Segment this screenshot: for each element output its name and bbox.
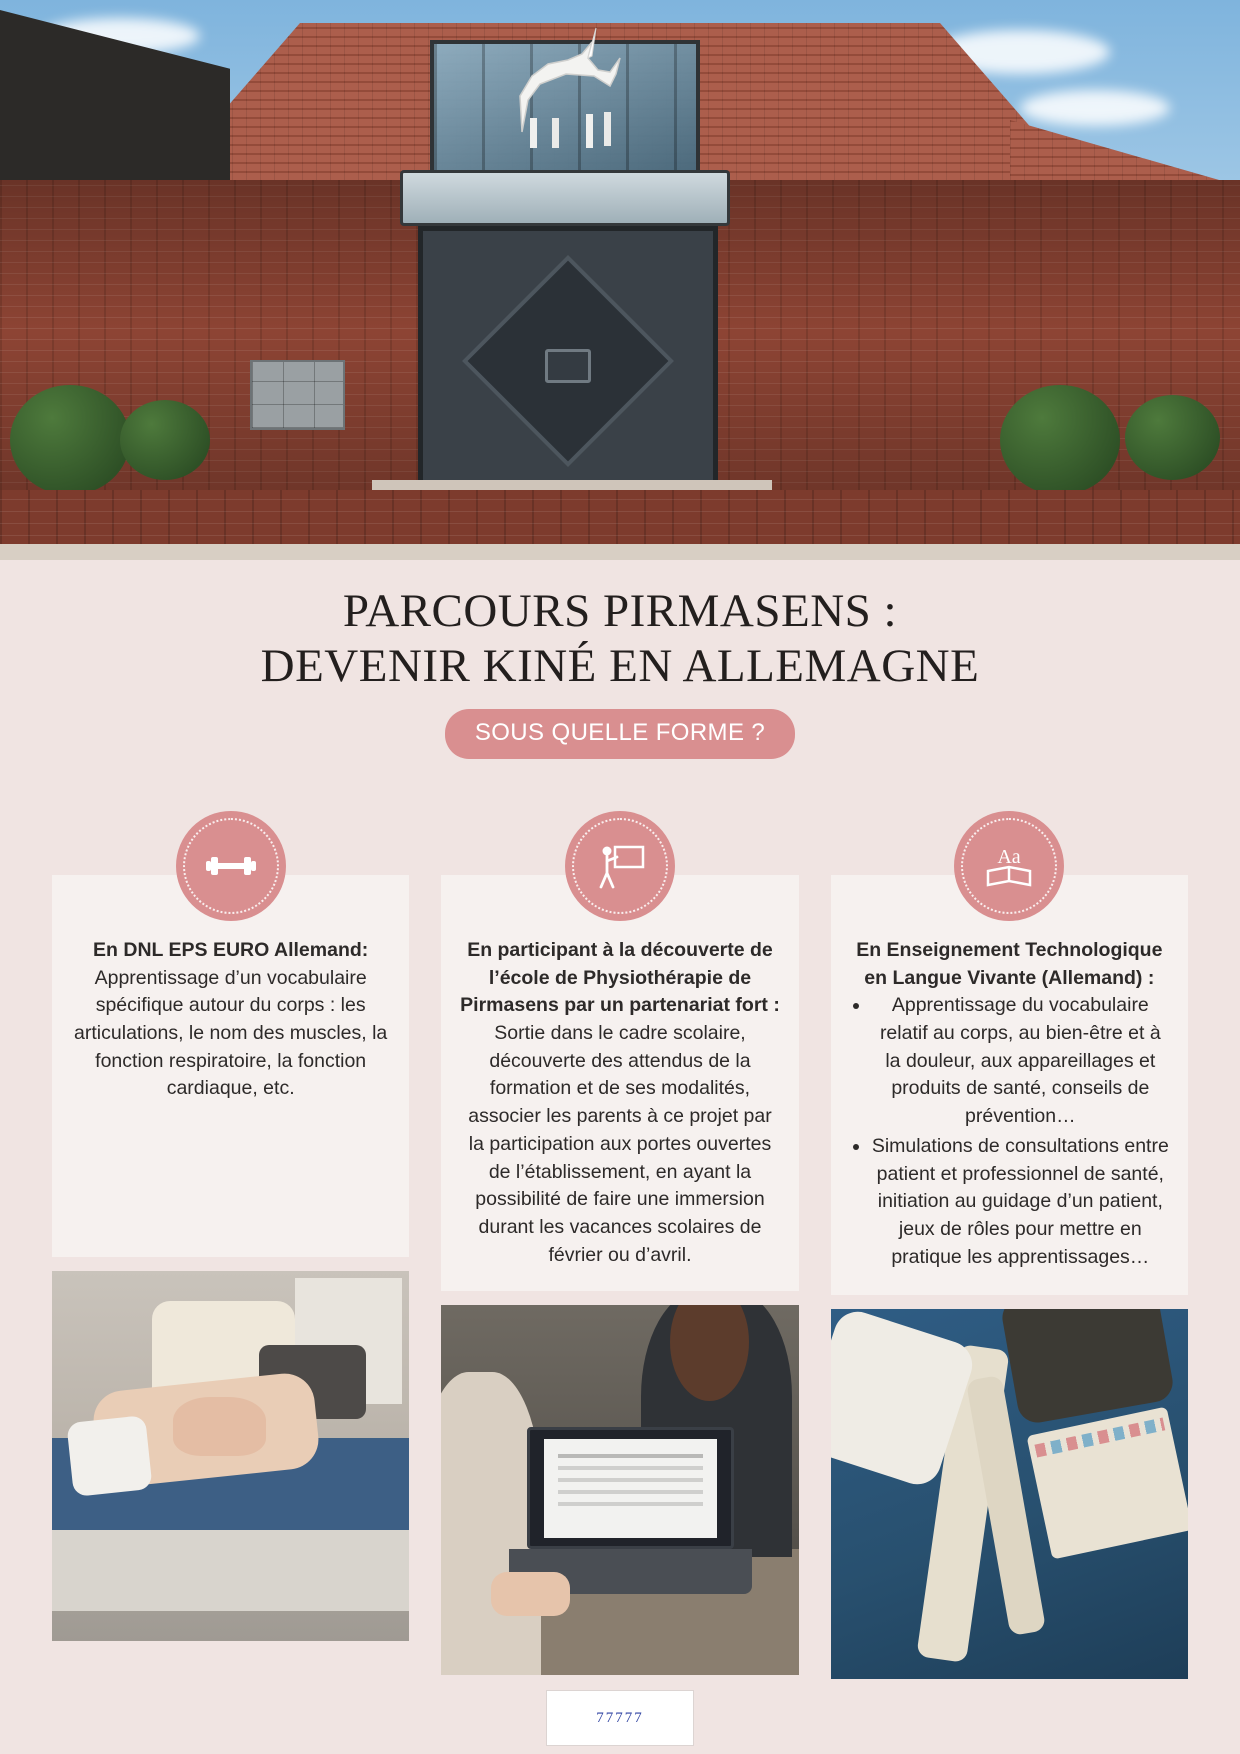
hero-photo	[0, 0, 1240, 560]
page-title-line-2: DEVENIR KINÉ EN ALLEMAGNE	[260, 639, 980, 692]
card-bullet-list	[849, 992, 1170, 1271]
teacher-board-icon	[565, 811, 675, 921]
entrance-door	[418, 226, 718, 486]
door-handle	[545, 349, 591, 383]
card-body: Apprentissage d’un vocabulaire spécifique autour du corps : les articulations, le nom des muscles, la fonction respiratoire, la fonction cardiaque, etc.	[74, 966, 388, 1100]
dumbbell-icon	[176, 811, 286, 921]
card-heading: En participant à la découverte de l’école de Physiothérapie de Pirmasens par un partenariat fort :	[460, 939, 780, 1017]
list-item: • Apprentissage du vocabulaire relatif au corps, au bien-être et à la douleur, aux appareillages et produits de santé, conseils de prévention…	[871, 992, 1170, 1130]
unicorn-statue-icon	[470, 14, 660, 154]
hedge-bush	[10, 385, 130, 495]
book-letters-icon	[954, 811, 1064, 921]
page-title-block	[0, 584, 1240, 759]
list-item: • Simulations de consultations entre patient et professionnel de santé, initiation au guidage d’un patient, jeux de rôles pour mettre en pratique les apprentissages…	[871, 1133, 1170, 1271]
footer-logo-text: 77777	[596, 1709, 644, 1726]
page-title	[0, 584, 1240, 693]
card-heading: En Enseignement Technologique en Langue Vivante (Allemand) :	[856, 939, 1163, 989]
porch-glass-canopy	[400, 170, 730, 226]
card-etlv	[831, 875, 1188, 1295]
footer-logo	[546, 1690, 694, 1746]
photo-anatomy-model	[831, 1309, 1188, 1679]
section-pill-label: SOUS QUELLE FORME ?	[445, 709, 795, 759]
card-heading: En DNL EPS EURO Allemand:	[93, 939, 369, 962]
hedge-bush	[1125, 395, 1220, 480]
cloud-shape	[1020, 90, 1170, 126]
card-body: Sortie dans le cadre scolaire, découverte des attendus de la formation et de ses modalités, associer les parents à ce projet par la participation aux portes ouvertes de l’établissement, en ayant la possibilité de faire une immersion durant les vacances scolaires de février ou d’avril.	[468, 1022, 772, 1266]
page-title-line-1: PARCOURS PIRMASENS :	[342, 585, 898, 637]
card-dnl-eps	[52, 875, 409, 1257]
ground-strip	[0, 544, 1240, 560]
card-partenariat	[441, 875, 798, 1291]
columns-container	[0, 811, 1240, 1679]
mailbox-unit	[250, 360, 345, 430]
svg-text:Aa: Aa	[997, 846, 1021, 869]
photo-physiotherapy-session	[52, 1271, 409, 1641]
column-etlv	[831, 811, 1188, 1679]
column-partenariat	[441, 811, 798, 1675]
column-dnl-eps	[52, 811, 409, 1641]
hedge-bush	[120, 400, 210, 480]
hedge-bush	[1000, 385, 1120, 495]
photo-laptop-class	[441, 1305, 798, 1675]
